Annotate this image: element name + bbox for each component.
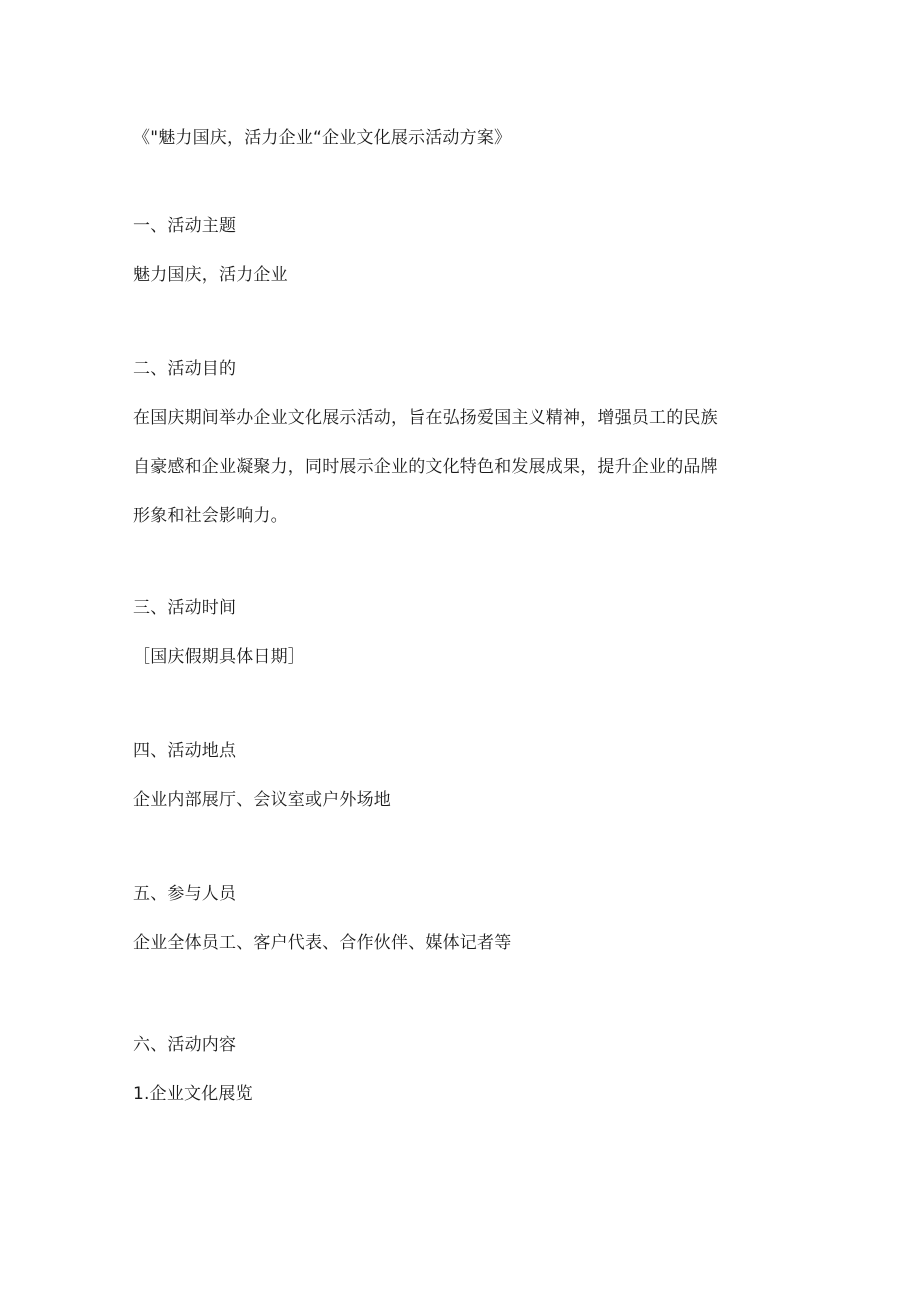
section-text-participants: 企业全体员工、客户代表、合作伙伴、媒体记者等 (133, 933, 512, 953)
section-text-purpose-line-3: 形象和社会影响力。 (133, 506, 288, 526)
section-heading-location: 四、活动地点 (133, 741, 237, 761)
section-heading-content: 六、活动内容 (133, 1035, 237, 1055)
section-text-theme: 魅力国庆，活力企业 (133, 265, 288, 285)
section-text-purpose-line-2: 自豪感和企业凝聚力，同时展示企业的文化特色和发展成果，提升企业的品牌 (133, 457, 718, 477)
section-heading-theme: 一、活动主题 (133, 216, 237, 236)
section-heading-purpose: 二、活动目的 (133, 359, 237, 379)
section-text-time: ［国庆假期具体日期］ (133, 647, 305, 667)
section-text-location: 企业内部展厅、会议室或户外场地 (133, 790, 391, 810)
section-text-content-item-1: 1.企业文化展览 (133, 1084, 253, 1104)
section-heading-participants: 五、参与人员 (133, 884, 237, 904)
section-text-purpose-line-1: 在国庆期间举办企业文化展示活动，旨在弘扬爱国主义精神，增强员工的民族 (133, 408, 718, 428)
section-heading-time: 三、活动时间 (133, 598, 237, 618)
document-title: 《"魅力国庆，活力企业“企业文化展示活动方案》 (133, 128, 512, 148)
